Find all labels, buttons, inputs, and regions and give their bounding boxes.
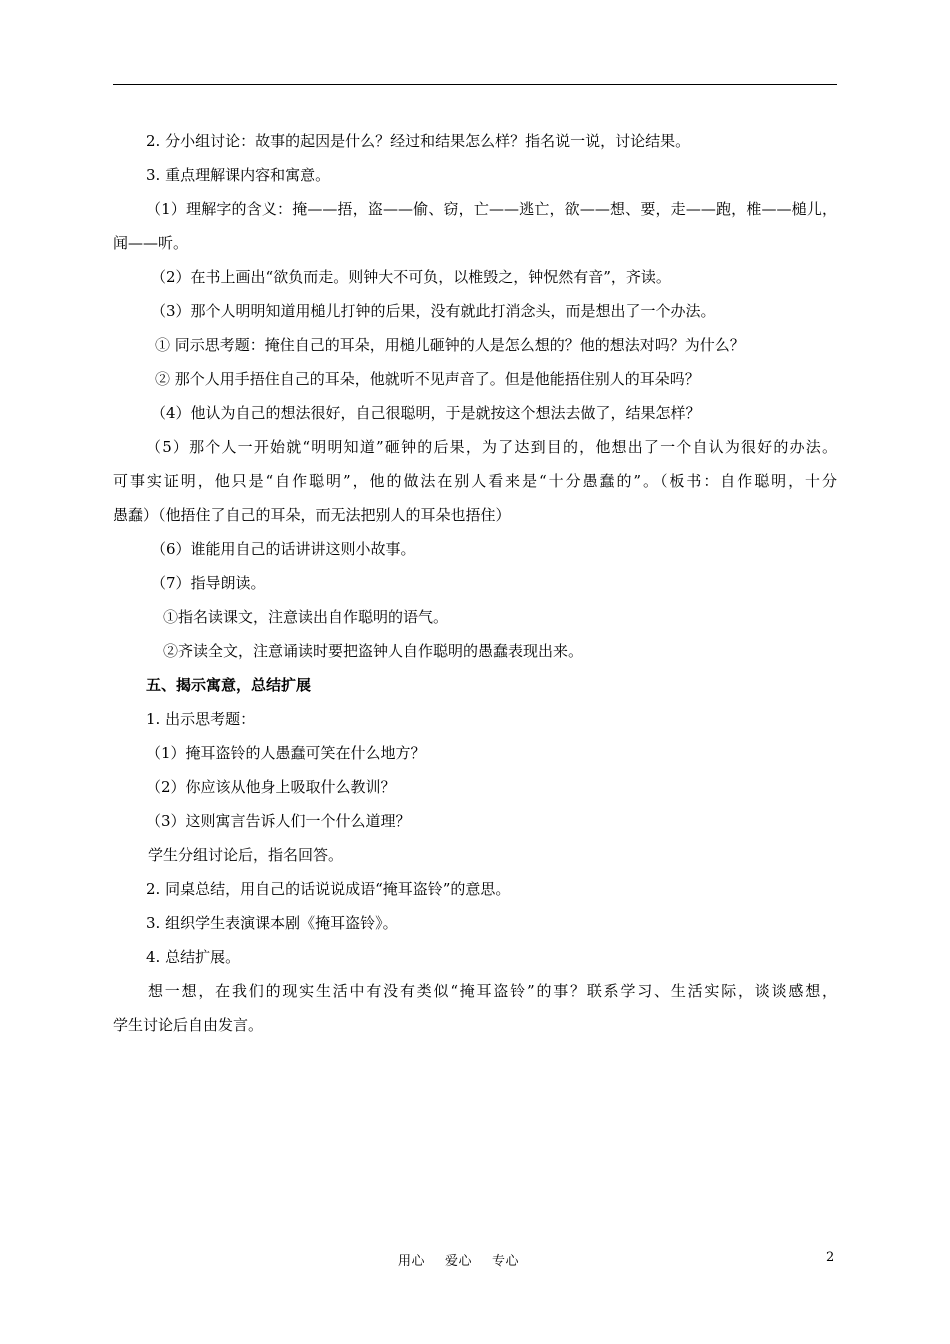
paragraph-line: 学生讨论后自由发言。 [113,1016,264,1034]
paragraph-line: ② 那个人用手捂住自己的耳朵，他就听不见声音了。但是他能捂住别人的耳朵吗？ [155,370,700,388]
paragraph-line: （1）掩耳盗铃的人愚蠢可笑在什么地方？ [146,744,426,762]
document-body [113,124,837,1042]
page-number: 2 [826,1250,835,1265]
footer-motto [398,1250,539,1269]
paragraph-line: 1. 出示思考题： [146,710,256,728]
paragraph-line: （5）那个人一开始就“明明知道”砸钟的后果，为了达到目的，他想出了一个自认为很好的办法。 [146,438,837,456]
paragraph-line: ① 同示思考题：掩住自己的耳朵，用槌儿砸钟的人是怎么想的？他的想法对吗？为什么？ [155,336,745,354]
paragraph-line: 可事实证明，他只是“自作聪明”，他的做法在别人看来是“十分愚蠢的”。（板书：自作聪明，十分 [113,472,837,490]
paragraph-line: 想一想，在我们的现实生活中有没有类似“掩耳盗铃”的事？联系学习、生活实际，谈谈感想， [148,982,837,1000]
footer-motto-item: 爱心 [445,1254,473,1269]
footer-motto-item: 用心 [398,1254,426,1269]
paragraph-line: （7）指导朗读。 [151,574,266,592]
paragraph-line: （6）谁能用自己的话讲讲这则小故事。 [151,540,416,558]
section-heading: 五、揭示寓意，总结扩展 [146,676,312,694]
paragraph-line: （2）在书上画出“欲负而走。则钟大不可负，以椎毁之，钟怳然有音”，齐读。 [151,268,671,286]
paragraph-line: 3. 组织学生表演课本剧《掩耳盗铃》。 [146,914,398,932]
paragraph-line: ②齐读全文，注意诵读时要把盗钟人自作聪明的愚蠢表现出来。 [163,642,584,660]
paragraph-line: （2）你应该从他身上吸取什么教训？ [146,778,396,796]
paragraph-line: （3）这则寓言告诉人们一个什么道理？ [146,812,411,830]
header-rule [113,84,837,85]
footer-motto-item: 专心 [492,1254,520,1269]
paragraph-line: 闻——听。 [113,234,189,252]
paragraph-line: 2. 同桌总结，用自己的话说说成语“掩耳盗铃”的意思。 [146,880,511,898]
paragraph-line: （3）那个人明明知道用槌儿打钟的后果，没有就此打消念头，而是想出了一个办法。 [151,302,716,320]
paragraph-line: 2. 分小组讨论：故事的起因是什么？经过和结果怎么样？指名说一说，讨论结果。 [146,132,691,150]
paragraph-line: 3. 重点理解课内容和寓意。 [146,166,331,184]
paragraph-line: （4）他认为自己的想法很好，自己很聪明，于是就按这个想法去做了，结果怎样？ [151,404,701,422]
paragraph-line: （1）理解字的含义：掩——捂，盗——偷、窃，亡——逃亡，欲——想、要，走——跑，椎——槌儿， [146,200,837,218]
paragraph-line: 学生分组讨论后，指名回答。 [148,846,344,864]
paragraph-line: 愚蠢）（他捂住了自己的耳朵，而无法把别人的耳朵也捂住） [113,506,511,524]
paragraph-line: ①指名读课文，注意读出自作聪明的语气。 [163,608,449,626]
paragraph-line: 4. 总结扩展。 [146,948,241,966]
